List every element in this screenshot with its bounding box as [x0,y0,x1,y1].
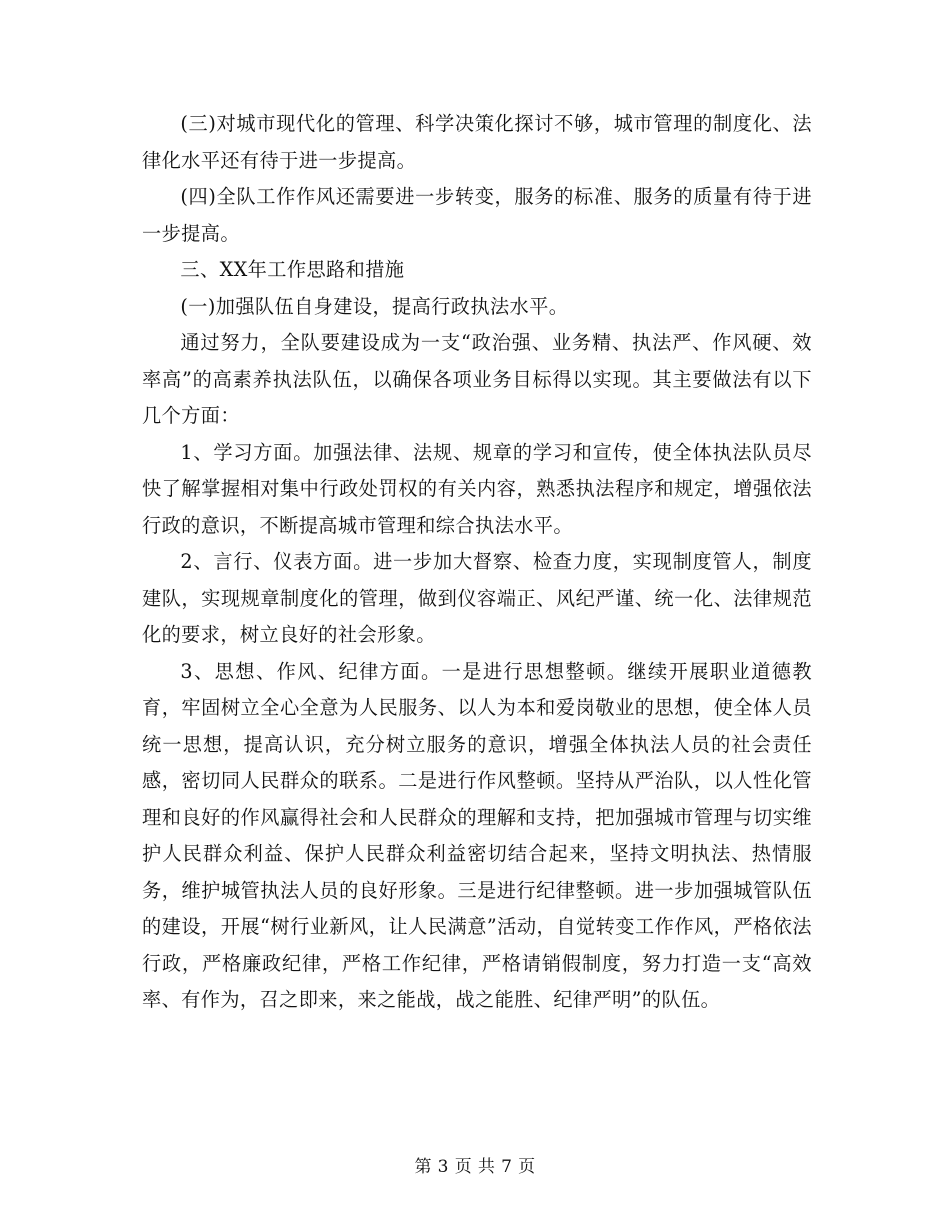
page-number-footer: 第 3 页 共 7 页 [414,1157,536,1177]
paragraph-issue-4: (四)全队工作作风还需要进一步转变，服务的标准、服务的质量有待于进一步提高。 [142,185,812,245]
paragraph-conduct: 2、言行、仪表方面。进一步加大督察、检查力度，实现制度管人，制度建队，实现规章制度化的管理，做到仪容端正、风纪严谨、统一化、法律规范化的要求，树立良好的社会形象。 [142,550,812,646]
document-body [142,106,812,1019]
paragraph-discipline: 3、思想、作风、纪律方面。一是进行思想整顿。继续开展职业道德教育，牢固树立全心全意为人民服务、以人为本和爱岗敬业的思想，使全体人员统一思想，提高认识，充分树立服务的意识，增强全体执法人员的社会责任感，密切同人民群众的联系。二是进行作风整顿。坚持从严治队，以人性化管理和良好的作风赢得社会和人民群众的理解和支持，把加强城市管理与切实维护人民群众利益、保护人民群众利益密切结合起来，坚持文明执法、热情服务，维护城管执法人员的良好形象。三是进行纪律整顿。进一步加强城管队伍的建设，开展“树行业新风，让人民满意”活动，自觉转变工作作风，严格依法行政，严格廉政纪律，严格工作纪律，严格请销假制度，努力打造一支“高效率、有作为，召之即来，来之能战，战之能胜、纪律严明”的队伍。 [142,659,812,1011]
paragraph-study: 1、学习方面。加强法律、法规、规章的学习和宣传，使全体执法队员尽快了解掌握相对集中行政处罚权的有关内容，熟悉执法程序和规定，增强依法行政的意识，不断提高城市管理和综合执法水平。 [142,440,812,537]
paragraph-issue-3: (三)对城市现代化的管理、科学决策化探讨不够，城市管理的制度化、法律化水平还有待于进一步提高。 [142,112,812,172]
section-heading-work-plan: 三、XX年工作思路和措施 [180,258,405,281]
paragraph-goal: 通过努力，全队要建设成为一支“政治强、业务精、执法严、作风硬、效率高”的高素养执法队伍，以确保各项业务目标得以实现。其主要做法有以下几个方面： [142,331,812,427]
subheading-team-building: (一)加强队伍自身建设，提高行政执法水平。 [180,294,569,318]
